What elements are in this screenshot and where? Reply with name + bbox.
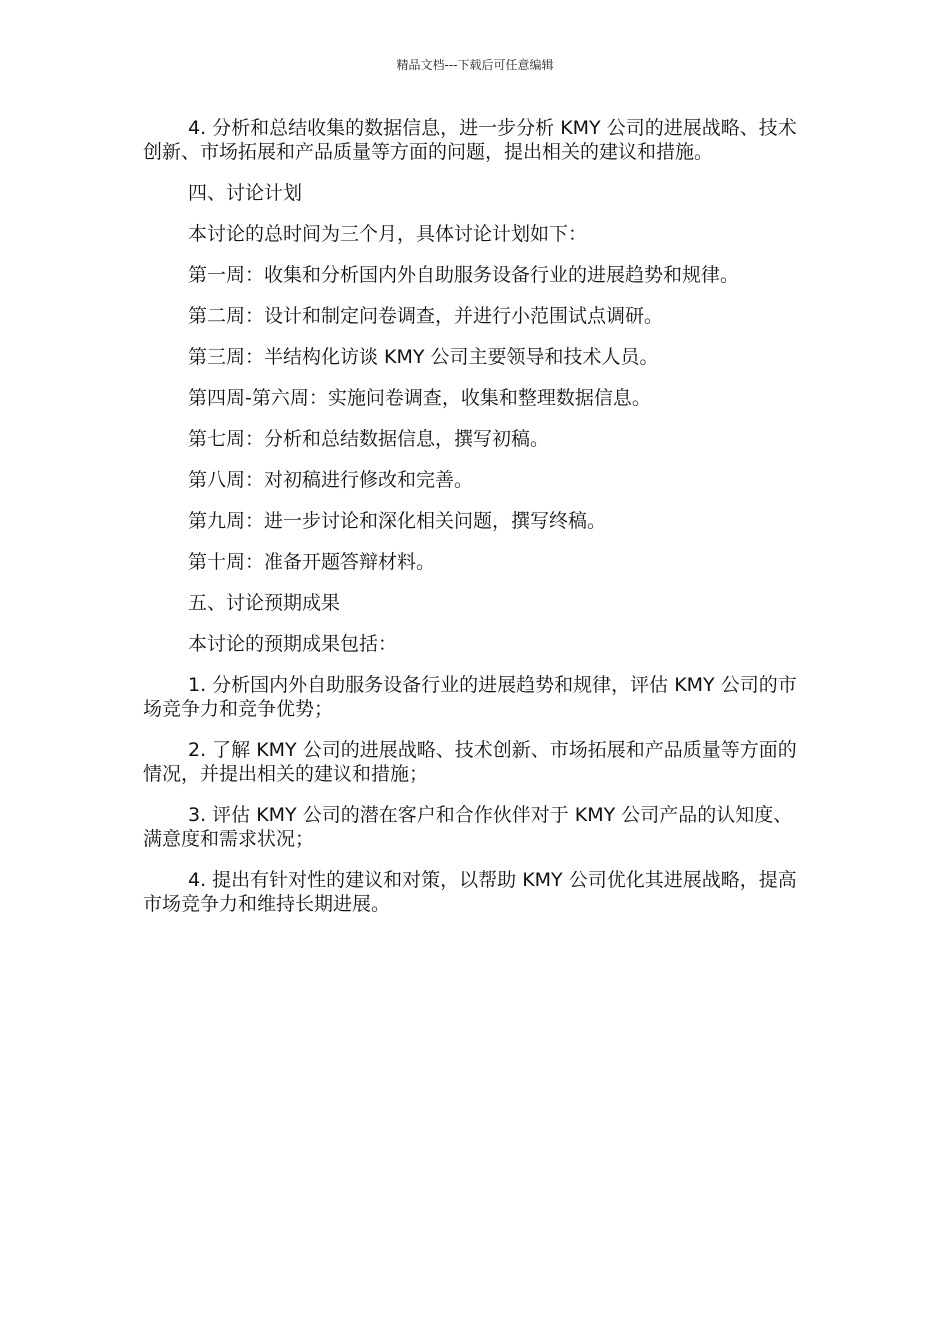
page-header: 精品文档---下载后可任意编辑: [396, 58, 554, 72]
plan-item-week-7: 第七周：分析和总结数据信息，撰写初稿。: [188, 428, 550, 450]
plan-item-week-9: 第九周：进一步讨论和深化相关问题，撰写终稿。: [188, 510, 607, 532]
plan-item-week-3: 第三周：半结构化访谈 KMY 公司主要领导和技术人员。: [188, 346, 659, 368]
plan-item-week-8: 第八周：对初稿进行修改和完善。: [188, 469, 474, 491]
document-body: [143, 116, 807, 916]
result-item-1: 1. 分析国内外自助服务设备行业的进展趋势和规律，评估 KMY 公司的市场竞争力和竞争优势；: [143, 674, 797, 720]
paragraph-results-intro: 本讨论的预期成果包括：: [188, 633, 398, 655]
result-item-2: 2. 了解 KMY 公司的进展战略、技术创新、市场拓展和产品质量等方面的情况，并提出相关的建议和措施；: [143, 739, 797, 785]
plan-item-week-2: 第二周：设计和制定问卷调查，并进行小范围试点调研。: [188, 305, 664, 327]
result-item-4: 4. 提出有针对性的建议和对策，以帮助 KMY 公司优化其进展战略，提高市场竞争力和维持长期进展。: [143, 869, 797, 915]
section-heading-research-plan: 四、讨论计划: [188, 182, 303, 204]
section-heading-expected-results: 五、讨论预期成果: [188, 592, 341, 614]
result-item-3: 3. 评估 KMY 公司的潜在客户和合作伙伴对于 KMY 公司产品的认知度、满意度和需求状况；: [143, 804, 793, 850]
paragraph-plan-intro: 本讨论的总时间为三个月，具体讨论计划如下：: [188, 223, 588, 245]
plan-item-week-10: 第十周：准备开题答辩材料。: [188, 551, 436, 573]
paragraph-analysis-summary: 4. 分析和总结收集的数据信息，进一步分析 KMY 公司的进展战略、技术创新、市场拓展和产品质量等方面的问题，提出相关的建议和措施。: [143, 117, 797, 163]
plan-item-week-4-6: 第四周-第六周：实施问卷调查，收集和整理数据信息。: [188, 387, 651, 409]
plan-item-week-1: 第一周：收集和分析国内外自助服务设备行业的进展趋势和规律。: [188, 264, 740, 286]
